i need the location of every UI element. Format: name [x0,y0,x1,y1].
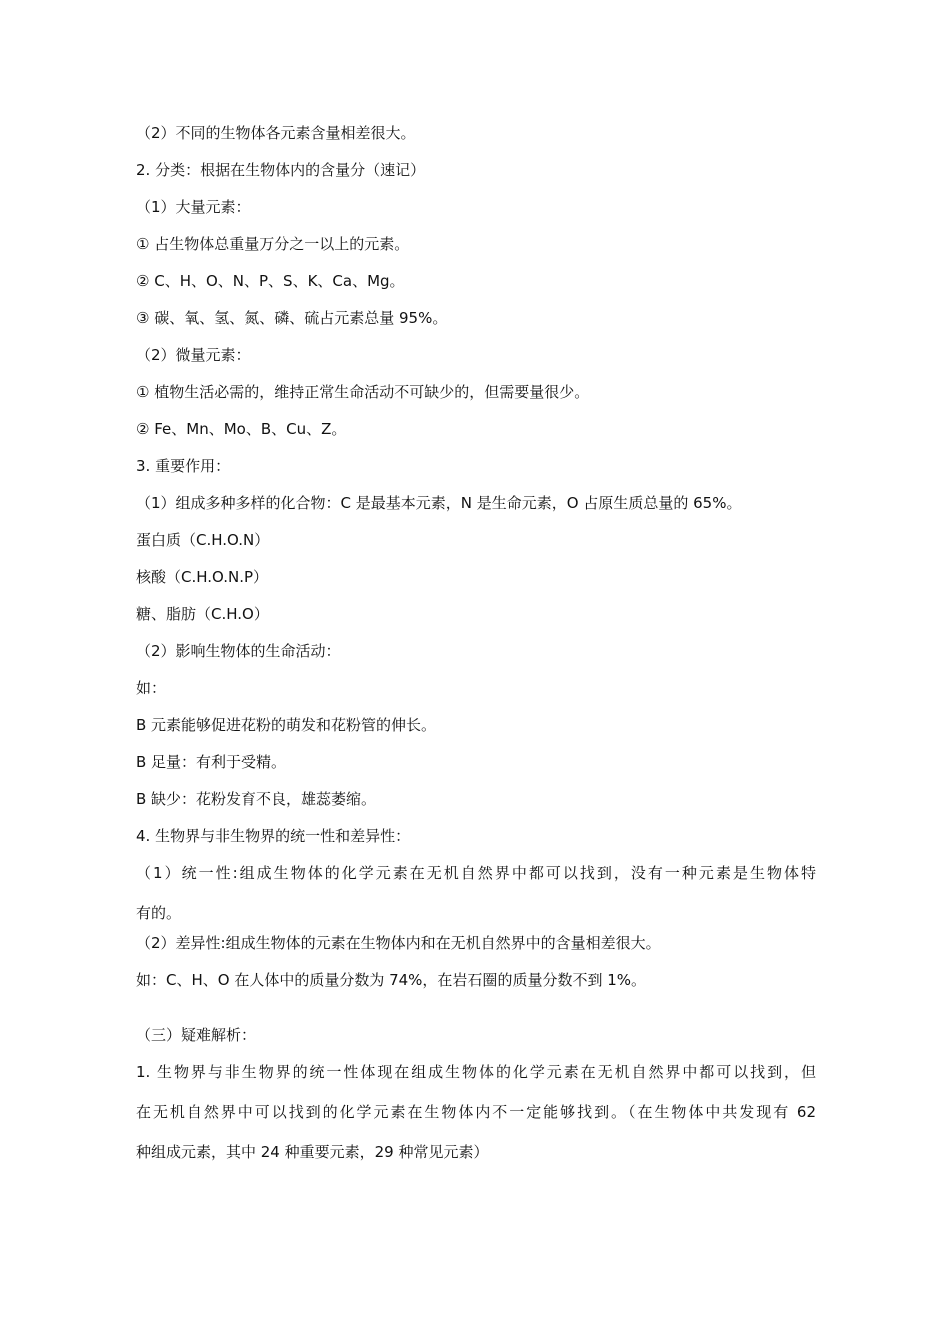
text-line: 在无机自然界中可以找到的化学元素在生物体内不一定能够找到。（在生物体中共发现有 62 [136,1103,816,1121]
text-line: 1. 生物界与非生物界的统一性体现在组成生物体的化学元素在无机自然界中都可以找到，但 [136,1063,816,1081]
text-line: 蛋白质（C.H.O.N） [136,531,270,549]
text-line: ① 占生物体总重量万分之一以上的元素。 [136,235,410,253]
text-line: B 元素能够促进花粉的萌发和花粉管的伸长。 [136,716,437,734]
text-line: ① 植物生活必需的，维持正常生命活动不可缺少的，但需要量很少。 [136,383,590,401]
text-line: 核酸（C.H.O.N.P） [136,568,269,586]
sub-heading: （2）微量元素： [136,346,251,364]
text-line: 如：C、H、O 在人体中的质量分数为 74%，在岩石圈的质量分数不到 1%。 [136,971,647,989]
sub-heading: （1）大量元素： [136,198,251,216]
section-heading: 2. 分类：根据在生物体内的含量分（速记） [136,161,426,179]
text-line: ③ 碳、氧、氢、氮、磷、硫占元素总量 95%。 [136,309,448,327]
text-line: 有的。 [136,904,182,922]
text-line: 糖、脂肪（C.H.O） [136,605,269,623]
text-line: ② C、H、O、N、P、S、K、Ca、Mg。 [136,272,405,290]
text-line: 种组成元素，其中 24 种重要元素，29 种常见元素） [136,1143,489,1161]
text-line: （2）差异性:组成生物体的元素在生物体内和在无机自然界中的含量相差很大。 [136,934,661,952]
text-line: 如： [136,679,167,697]
section-heading: （三）疑难解析： [136,1026,257,1044]
text-line: （1）组成多种多样的化合物：C 是最基本元素，N 是生命元素，O 占原生质总量的 65%。 [136,494,742,512]
text-line: （1）统一性:组成生物体的化学元素在无机自然界中都可以找到，没有一种元素是生物体特 [136,864,816,882]
text-line: B 缺少：花粉发育不良，雄蕊萎缩。 [136,790,377,808]
text-line: （2）不同的生物体各元素含量相差很大。 [136,124,416,142]
text-line: B 足量：有利于受精。 [136,753,287,771]
sub-heading: （2）影响生物体的生命活动： [136,642,341,660]
text-line: ② Fe、Mn、Mo、B、Cu、Z。 [136,420,347,438]
section-heading: 4. 生物界与非生物界的统一性和差异性： [136,827,411,845]
section-heading: 3. 重要作用： [136,457,231,475]
document-body [136,124,816,1180]
